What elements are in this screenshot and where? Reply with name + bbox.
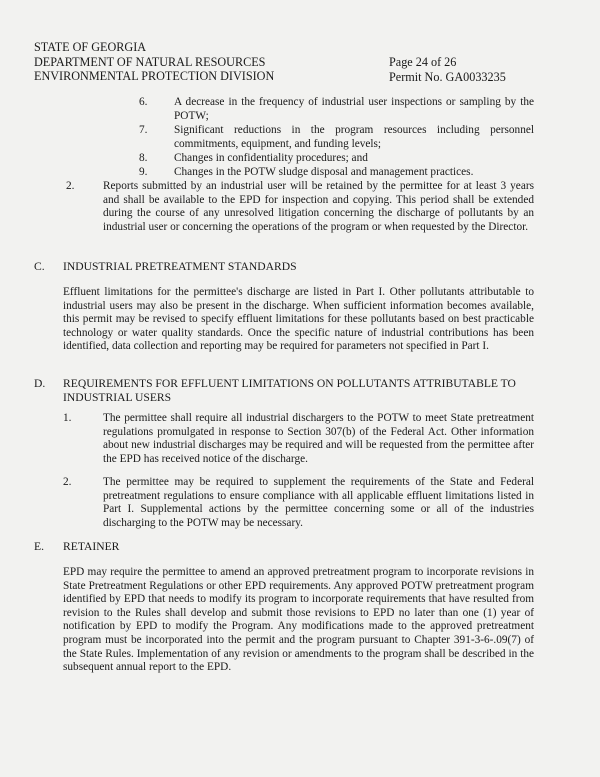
list-item [139,166,534,180]
item-text: Changes in the POTW sludge disposal and management practices. [174,166,474,178]
list-item [63,476,534,530]
item-text: The permittee may be required to supplement the requirements of the State and Federal pretreatment regulations to ensure compliance with all applicable effluent limitations listed in Part I. Supplemental actions by the permittee concerning some or all of the industries discharging to the POTW may be necessary. [103,476,534,529]
section-heading [34,540,534,554]
section-paragraph: EPD may require the permittee to amend an approved pretreatment program to incorporate revisions in State Pretreatment Regulations or other EPD requirements. Any approved POTW pretreatment program identified by EPD that needs to modify its program to incorporate requirements that have resulted from revision to the Rules shall develop and submit those revisions to EPD no later than one (1) year of notification by EPD to modify the Program. Any modifications made to the approved pretreatment program must be incorporated into the permit and the program pursuant to Chapter 391-3-6-.09(7) of the State Rules. Implementation of any revision or amendments to the program shall be described in the subsequent annual report to the EPD. [63,566,534,674]
agency-line: STATE OF GEORGIA [34,40,147,54]
item-text: A decrease in the frequency of industrial user inspections or sampling by the POTW; [174,96,534,122]
item-number: 2. [63,476,72,488]
page-number: Page 24 of 26 [389,55,457,69]
section-letter: D. [34,377,46,390]
list-item [63,412,534,466]
list-item [66,180,534,234]
section-title: INDUSTRIAL PRETREATMENT STANDARDS [63,260,297,273]
item-text: Reports submitted by an industrial user will be retained by the permittee for at least 3 years and shall be available to the EPD for inspection and copying. This period shall be extended during the course of any unresolved litigation concerning the discharge of pollutants by an industrial user or concerning the operations of the program or when requested by the Director. [103,180,534,233]
item-number: 6. [139,96,148,108]
page-info [389,55,506,84]
item-text: Significant reductions in the program resources including personnel commitments, equipment, and funding levels; [174,124,534,150]
item-number: 1. [63,412,72,424]
section-letter: C. [34,260,45,273]
section-heading [34,260,534,274]
item-number: 8. [139,152,148,164]
agency-header [34,40,274,84]
agency-line: ENVIRONMENTAL PROTECTION DIVISION [34,69,275,84]
item-text: Changes in confidentiality procedures; and [174,152,368,164]
item-number: 2. [66,180,75,192]
section-title: RETAINER [63,540,120,553]
item-number: 9. [139,166,148,178]
permit-number: Permit No. GA0033235 [389,69,506,84]
section-heading [34,377,534,404]
section-paragraph: Effluent limitations for the permittee's discharge are listed in Part I. Other pollutants attributable to industrial users may also be present in the discharge. When sufficient information becomes available, this permit may be revised to specify effluent limitations for these pollutants based on best practicable technology or water quality standards. Once the specific nature of industrial contributions has been identified, data collection and reporting may be required for parameters not specified in Part I. [63,286,534,353]
list-item [139,124,534,151]
item-number: 7. [139,124,148,136]
section-letter: E. [34,540,44,553]
list-item [139,152,534,166]
list-item [139,96,534,123]
section-title: REQUIREMENTS FOR EFFLUENT LIMITATIONS ON POLLUTANTS ATTRIBUTABLE TO INDUSTRIAL USERS [63,377,516,404]
item-text: The permittee shall require all industrial dischargers to the POTW to meet State pretreatment regulations promulgated in response to Section 307(b) of the Federal Act. Other information about new industrial discharges may be required and will be requested from the permittee after the EPD has received notice of the discharge. [103,412,534,465]
agency-line: DEPARTMENT OF NATURAL RESOURCES [34,54,266,69]
